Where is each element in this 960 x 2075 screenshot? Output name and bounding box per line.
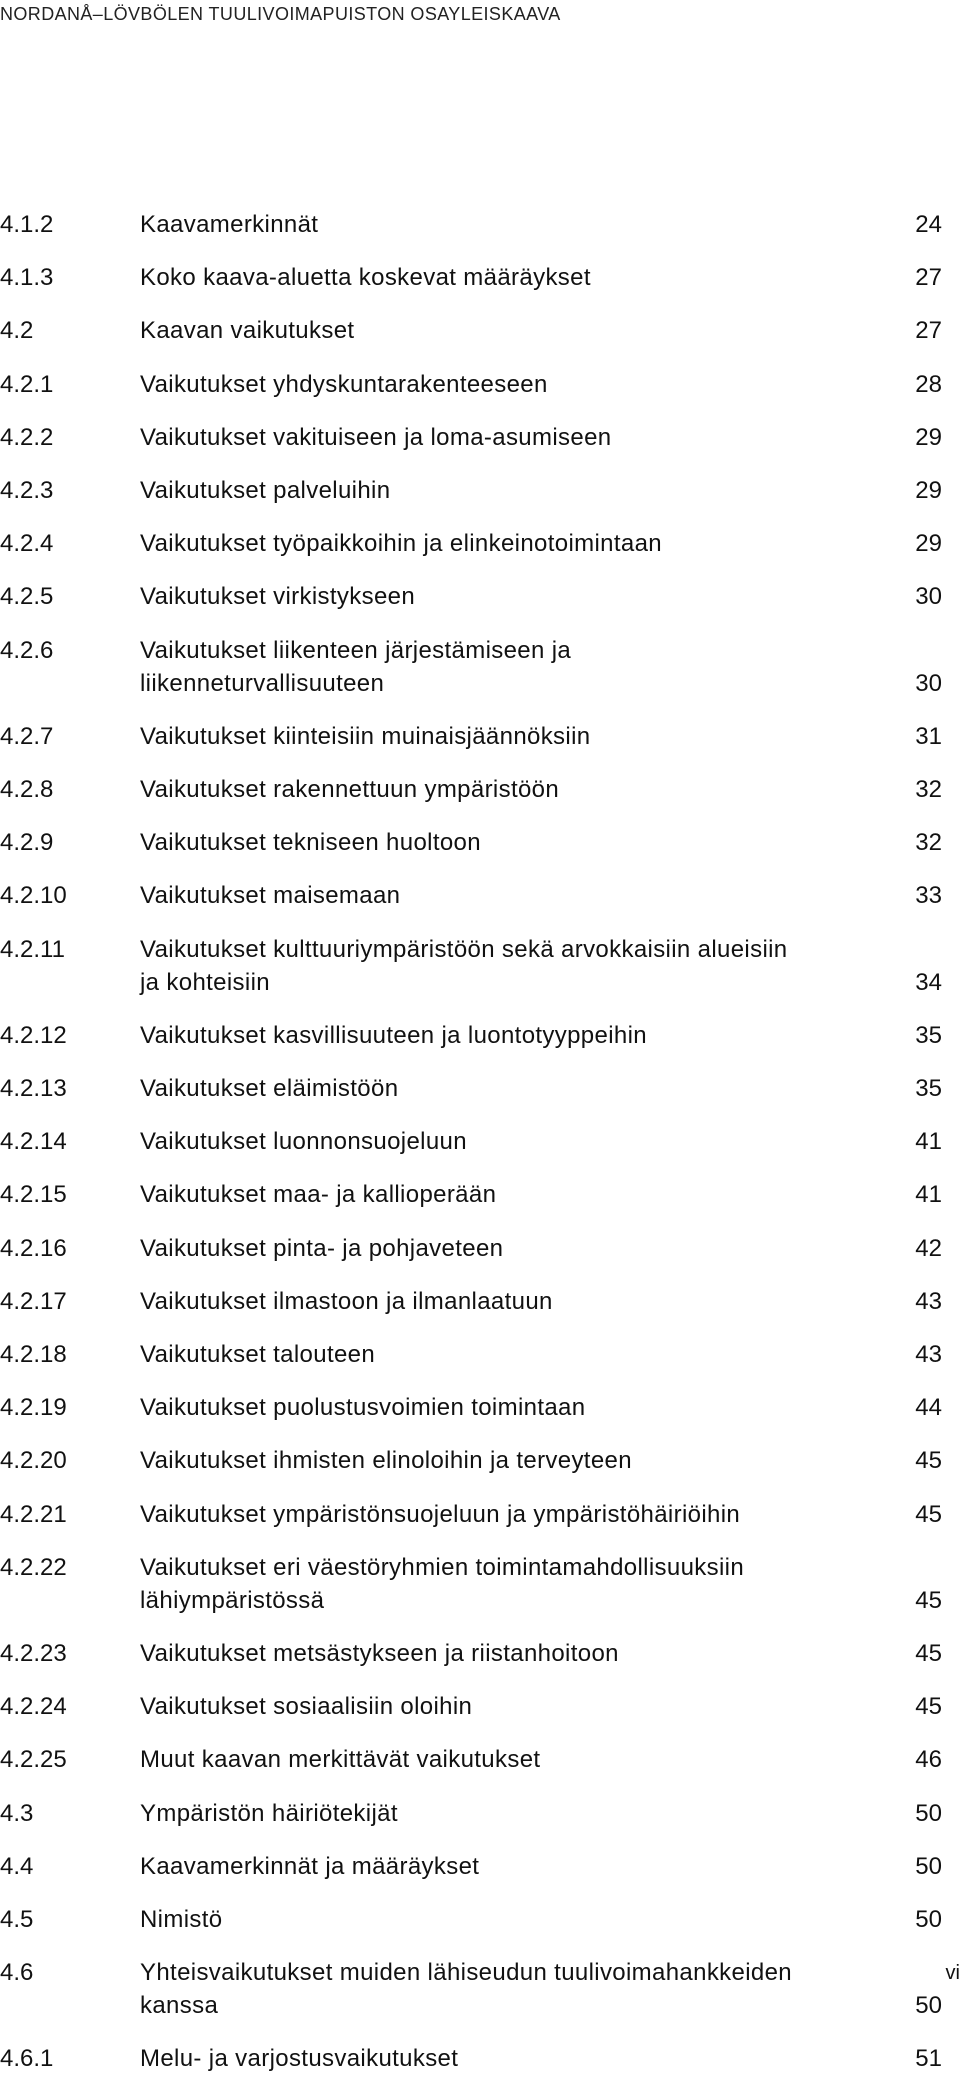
toc-page-number: 45 xyxy=(915,1501,942,1528)
toc-title-line: kanssa xyxy=(140,1992,219,2019)
toc-section-title xyxy=(140,1690,860,1723)
toc-section-title xyxy=(140,1743,860,1776)
toc-title-line: lähiympäristössä xyxy=(140,1587,325,1614)
toc-title-line: Vaikutukset maa- ja kallioperään xyxy=(140,1181,497,1208)
toc-section-title xyxy=(140,1956,860,2022)
toc-page-number: 43 xyxy=(915,1288,942,1315)
toc-title-line: Vaikutukset maisemaan xyxy=(140,882,401,909)
toc-section-title xyxy=(140,2042,860,2075)
toc-page-number: 29 xyxy=(915,424,942,451)
toc-page-number: 50 xyxy=(915,1906,942,1933)
toc-page-number: 43 xyxy=(915,1341,942,1368)
toc-section-title xyxy=(140,1178,860,1211)
toc-section-number: 4.6 xyxy=(0,1959,34,1986)
toc-title-line: Vaikutukset kiinteisiin muinaisjäännöksiin xyxy=(140,723,591,750)
toc-section-number: 4.2.5 xyxy=(0,583,54,610)
toc-page-number: 41 xyxy=(915,1128,942,1155)
toc-section-number: 4.2.9 xyxy=(0,829,54,856)
toc-page-number: 27 xyxy=(915,317,942,344)
toc-section-number: 4.5 xyxy=(0,1906,34,1933)
toc-section-title xyxy=(140,933,860,999)
toc-section-number: 4.2.1 xyxy=(0,371,54,398)
toc-title-line: Vaikutukset ympäristönsuojeluun ja ympäristöhäiriöihin xyxy=(140,1501,741,1528)
toc-section-number: 4.2.3 xyxy=(0,477,54,504)
toc-section-title xyxy=(140,1444,860,1477)
toc-page-number: 45 xyxy=(915,1587,942,1614)
toc-title-line: Vaikutukset kasvillisuuteen ja luontotyyppeihin xyxy=(140,1022,647,1049)
toc-title-line: Vaikutukset puolustusvoimien toimintaan xyxy=(140,1394,586,1421)
toc-page-number: 30 xyxy=(915,670,942,697)
document-header-title: NORDANÅ–LÖVBÖLEN TUULIVOIMAPUISTON OSAYLEISKAAVA xyxy=(0,4,561,24)
toc-section-title xyxy=(140,368,860,401)
toc-section-title xyxy=(140,208,860,241)
toc-section-number: 4.2.20 xyxy=(0,1447,67,1474)
toc-title-line: Muut kaavan merkittävät vaikutukset xyxy=(140,1746,541,1773)
toc-title-line: Vaikutukset ilmastoon ja ilmanlaatuun xyxy=(140,1288,553,1315)
toc-section-number: 4.2.18 xyxy=(0,1341,67,1368)
toc-section-title xyxy=(140,1125,860,1158)
toc-page-number: 34 xyxy=(915,969,942,996)
toc-section-title xyxy=(140,773,860,806)
toc-section-number: 4.2.4 xyxy=(0,530,54,557)
toc-title-line: Ympäristön häiriötekijät xyxy=(140,1800,398,1827)
toc-section-title xyxy=(140,527,860,560)
toc-section-number: 4.2.6 xyxy=(0,637,54,664)
toc-title-line: Yhteisvaikutukset muiden lähiseudun tuulivoimahankkeiden xyxy=(140,1959,792,1986)
toc-title-line: Vaikutukset rakennettuun ympäristöön xyxy=(140,776,560,803)
toc-page-number: 44 xyxy=(915,1394,942,1421)
toc-page-number: 42 xyxy=(915,1235,942,1262)
toc-title-line: Vaikutukset eläimistöön xyxy=(140,1075,399,1102)
toc-section-number: 4.2.16 xyxy=(0,1235,67,1262)
toc-section-title xyxy=(140,826,860,859)
toc-section-number: 4.2.13 xyxy=(0,1075,67,1102)
toc-section-number: 4.1.2 xyxy=(0,211,54,238)
toc-title-line: Vaikutukset liikenteen järjestämiseen ja xyxy=(140,637,572,664)
toc-section-number: 4.2.12 xyxy=(0,1022,67,1049)
toc-section-number: 4.6.1 xyxy=(0,2045,54,2072)
toc-page-number: 45 xyxy=(915,1693,942,1720)
toc-page-number: 31 xyxy=(915,723,942,750)
toc-section-number: 4.2.25 xyxy=(0,1746,67,1773)
toc-title-line: ja kohteisiin xyxy=(140,969,270,996)
toc-title-line: Vaikutukset talouteen xyxy=(140,1341,376,1368)
toc-page-number: 24 xyxy=(915,211,942,238)
toc-title-line: Vaikutukset virkistykseen xyxy=(140,583,416,610)
toc-page-number: 28 xyxy=(915,371,942,398)
toc-section-title xyxy=(140,1019,860,1052)
toc-title-line: Vaikutukset metsästykseen ja riistanhoitoon xyxy=(140,1640,619,1667)
toc-title-line: Vaikutukset luonnonsuojeluun xyxy=(140,1128,467,1155)
toc-title-line: Vaikutukset kulttuuriympäristöön sekä arvokkaisiin alueisiin xyxy=(140,936,788,963)
toc-section-title xyxy=(140,1850,860,1883)
toc-section-title xyxy=(140,421,860,454)
toc-section-number: 4.2.8 xyxy=(0,776,54,803)
toc-page-number: 50 xyxy=(915,1800,942,1827)
toc-section-title xyxy=(140,634,860,700)
toc-section-title xyxy=(140,1338,860,1371)
toc-section-title xyxy=(140,1072,860,1105)
toc-page-number: 35 xyxy=(915,1075,942,1102)
toc-page-number: 46 xyxy=(915,1746,942,1773)
toc-title-line: Vaikutukset tekniseen huoltoon xyxy=(140,829,481,856)
toc-section-title xyxy=(140,720,860,753)
toc-section-title xyxy=(140,1797,860,1830)
toc-title-line: Melu- ja varjostusvaikutukset xyxy=(140,2045,459,2072)
toc-page-number: 30 xyxy=(915,583,942,610)
toc-section-number: 4.2.11 xyxy=(0,936,65,963)
toc-title-line: Vaikutukset eri väestöryhmien toimintamahdollisuuksiin xyxy=(140,1554,745,1581)
toc-title-line: Kaavamerkinnät ja määräykset xyxy=(140,1853,480,1880)
toc-page-number: 45 xyxy=(915,1640,942,1667)
toc-section-title xyxy=(140,879,860,912)
toc-title-line: Vaikutukset ihmisten elinoloihin ja terveyteen xyxy=(140,1447,632,1474)
toc-section-number: 4.2.24 xyxy=(0,1693,67,1720)
toc-section-number: 4.4 xyxy=(0,1853,34,1880)
page-number: vi xyxy=(945,1962,960,1984)
toc-section-title xyxy=(140,261,860,294)
toc-section-number: 4.2.19 xyxy=(0,1394,67,1421)
toc-page-number: 51 xyxy=(915,2045,942,2072)
toc-page-number: 35 xyxy=(915,1022,942,1049)
toc-section-number: 4.2.15 xyxy=(0,1181,67,1208)
toc-title-line: Vaikutukset pinta- ja pohjaveteen xyxy=(140,1235,504,1262)
toc-section-number: 4.2.10 xyxy=(0,882,67,909)
toc-title-line: Vaikutukset työpaikkoihin ja elinkeinotoimintaan xyxy=(140,530,662,557)
toc-title-line: Kaavan vaikutukset xyxy=(140,317,355,344)
toc-title-line: liikenneturvallisuuteen xyxy=(140,670,385,697)
toc-section-title xyxy=(140,1637,860,1670)
toc-section-number: 4.2.17 xyxy=(0,1288,67,1315)
toc-section-title xyxy=(140,1232,860,1265)
toc-page-number: 45 xyxy=(915,1447,942,1474)
toc-page-number: 41 xyxy=(915,1181,942,1208)
toc-section-number: 4.2.7 xyxy=(0,723,54,750)
toc-section-number: 4.2.14 xyxy=(0,1128,67,1155)
toc-section-number: 4.2.22 xyxy=(0,1554,67,1581)
toc-section-title xyxy=(140,1551,860,1617)
toc-section-number: 4.2.21 xyxy=(0,1501,67,1528)
toc-title-line: Vaikutukset palveluihin xyxy=(140,477,391,504)
toc-section-title xyxy=(140,580,860,613)
toc-page-number: 27 xyxy=(915,264,942,291)
toc-page-number: 32 xyxy=(915,776,942,803)
toc-title-line: Kaavamerkinnät xyxy=(140,211,319,238)
toc-title-line: Vaikutukset vakituiseen ja loma-asumiseen xyxy=(140,424,612,451)
toc-section-title xyxy=(140,1391,860,1424)
toc-page-number: 32 xyxy=(915,829,942,856)
toc-title-line: Nimistö xyxy=(140,1906,223,1933)
toc-section-number: 4.2.2 xyxy=(0,424,54,451)
toc-page-number: 50 xyxy=(915,1992,942,2019)
toc-section-number: 4.3 xyxy=(0,1800,34,1827)
toc-page-number: 50 xyxy=(915,1853,942,1880)
toc-title-line: Vaikutukset yhdyskuntarakenteeseen xyxy=(140,371,548,398)
toc-section-title xyxy=(140,1285,860,1318)
toc-section-number: 4.2.23 xyxy=(0,1640,67,1667)
toc-title-line: Koko kaava-aluetta koskevat määräykset xyxy=(140,264,591,291)
toc-section-number: 4.2 xyxy=(0,317,34,344)
toc-page-number: 29 xyxy=(915,530,942,557)
toc-section-title xyxy=(140,1903,860,1936)
toc-page-number: 29 xyxy=(915,477,942,504)
toc-section-title xyxy=(140,474,860,507)
toc-section-title xyxy=(140,1498,860,1531)
toc-page-number: 33 xyxy=(915,882,942,909)
toc-section-number: 4.1.3 xyxy=(0,264,54,291)
toc-section-title xyxy=(140,314,860,347)
toc-title-line: Vaikutukset sosiaalisiin oloihin xyxy=(140,1693,473,1720)
